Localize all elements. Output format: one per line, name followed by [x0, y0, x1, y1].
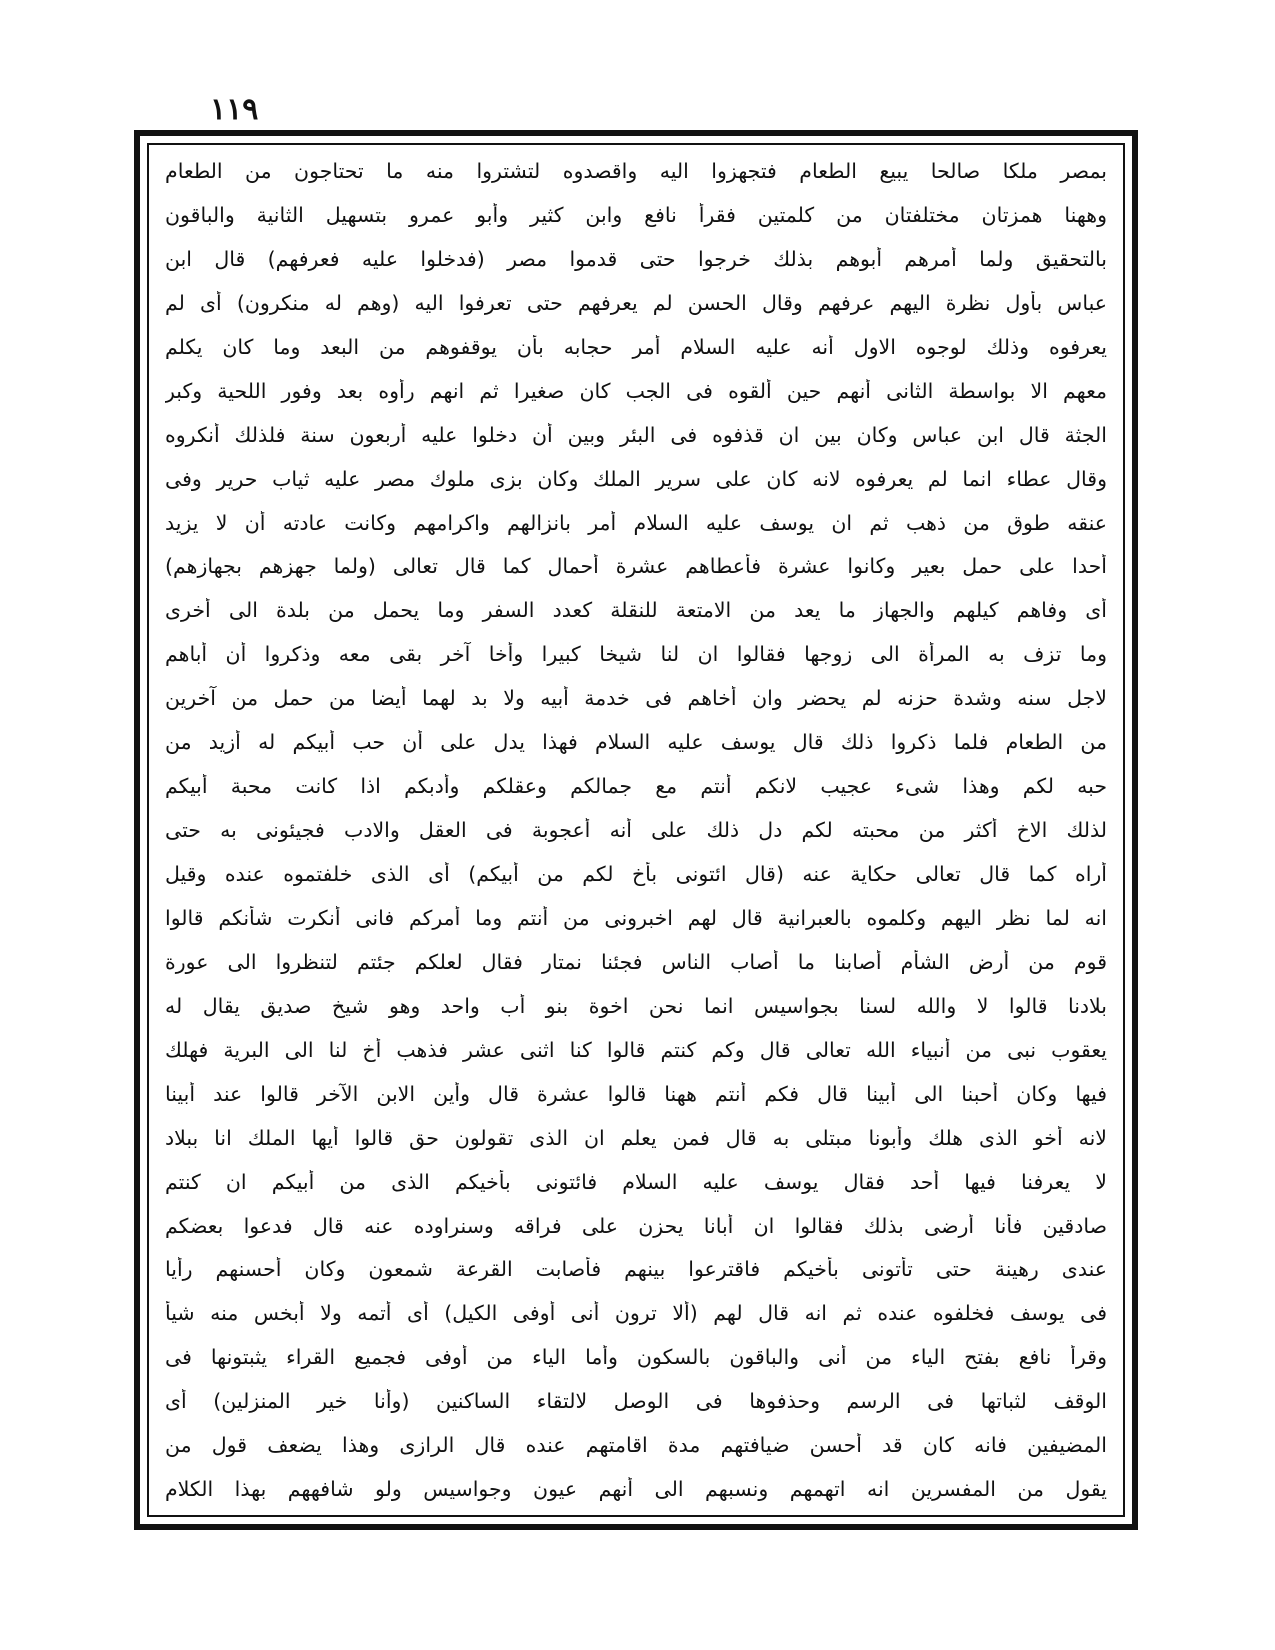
text-line: الوقف لثباتها فى الرسم وحذفوها فى الوصل لالتقاء الساكنين (وأنا خير المنزلين) أى: [165, 1389, 1107, 1414]
text-line: لانه أخو الذى هلك وأبونا مبتلى به قال فمن يعلم ان الذى تقولون حق قالوا أيها الملك انا ببلاد: [165, 1125, 1107, 1150]
page-border: [134, 130, 1138, 1530]
text-line: وما تزف به المرأة الى زوجها فقالوا ان لنا شيخا كبيرا وأخا آخر بقى معه وذكروا أن أباهم: [165, 642, 1107, 667]
text-line: لا يعرفنا فيها أحد فقال يوسف عليه السلام فائتونى بأخيكم الذى من أبيكم ان كنتم: [165, 1169, 1107, 1194]
text-line: لذلك الاخ أكثر من محبته لكم دل ذلك على أنه أعجوبة فى العقل والادب فجيئونى به حتى: [165, 818, 1107, 843]
text-line: انه لما نظر اليهم وكلموه بالعبرانية قال لهم اخبرونى من أنتم وما أمركم فانى أنكرت شأنكم قالوا: [165, 905, 1107, 930]
text-line: وههنا همزتان مختلفتان من كلمتين فقرأ نافع وابن كثير وأبو عمرو بتسهيل الثانية والباقون: [165, 202, 1107, 227]
text-line: وقرأ نافع بفتح الياء من أنى والباقون بالسكون وأما الياء من أوفى فجميع القراء يثبتونها فى: [165, 1345, 1107, 1370]
text-line: عنقه طوق من ذهب ثم ان يوسف عليه السلام أمر بانزالهم واكرامهم وكانت عادته أن لا يزيد: [165, 510, 1107, 535]
text-line: عندى رهينة حتى تأتونى بأخيكم فاقترعوا بينهم فأصابت القرعة شمعون وكان أحسنهم رأيا: [165, 1257, 1107, 1282]
text-line: أحدا على حمل بعير وكانوا عشرة فأعطاهم عشرة أحمال كما قال تعالى (ولما جهزهم بجهازهم): [165, 554, 1107, 579]
text-line: يعقوب نبى من أنبياء الله تعالى قال وكم كنتم قالوا كنا اثنى عشر فذهب أخ لنا الى البرية فهلك: [165, 1037, 1107, 1062]
text-body: [165, 159, 1107, 1503]
text-line: من الطعام فلما ذكروا ذلك قال يوسف عليه السلام فهذا يدل على أن حب أبيكم له أزيد من: [165, 730, 1107, 755]
text-line: الجثة قال ابن عباس وكان بين ان قذفوه فى البئر وبين أن دخلوا عليه أربعون سنة فلذلك أنكروه: [165, 422, 1107, 447]
text-line: يعرفوه وذلك لوجوه الاول أنه عليه السلام أمر حجابه بأن يوقفوهم من البعد وما كان يكلم: [165, 334, 1107, 359]
text-line: بلادنا قالوا لا والله لسنا بجواسيس انما نحن اخوة بنو أب واحد وهو شيخ صديق يقال له: [165, 993, 1107, 1018]
text-line: بمصر ملكا صالحا يبيع الطعام فتجهزوا اليه واقصدوه لتشتروا منه ما تحتاجون من الطعام: [165, 159, 1107, 183]
text-line: فى يوسف فخلفوه عنده ثم انه قال لهم (ألا ترون أنى أوفى الكيل) أى أتمه ولا أبخس منه شيأ: [165, 1301, 1107, 1326]
text-line: فيها وكان أحبنا الى أبينا قال فكم أنتم ههنا قالوا عشرة قال وأين الابن الآخر قالوا عند أبينا: [165, 1081, 1107, 1106]
text-line: عباس بأول نظرة اليهم عرفهم وقال الحسن لم يعرفهم حتى تعرفوا اليه (وهم له منكرون) أى لم: [165, 290, 1107, 315]
text-line: قوم من أرض الشأم أصابنا ما أصاب الناس فجئنا نمتار فقال لعلكم جئتم لتنظروا الى عورة: [165, 949, 1107, 974]
text-line: أراه كما قال تعالى حكاية عنه (قال ائتونى بأخ لكم من أبيكم) أى الذى خلفتموه عنده وقيل: [165, 862, 1107, 886]
text-line: يقول من المفسرين انه اتهمهم ونسبهم الى أنهم عيون وجواسيس ولو شافههم بهذا الكلام: [165, 1477, 1107, 1502]
page-number: ١١٩: [210, 92, 259, 127]
text-line: صادقين فأنا أرضى بذلك فقالوا ان أبانا يحزن على فراقه وسنراوده عنه قال فدعوا بعضكم: [165, 1213, 1107, 1238]
text-line: معهم الا بواسطة الثانى أنهم حين ألقوه فى الجب كان صغيرا ثم انهم رأوه بعد وفور اللحية وكبر: [165, 378, 1107, 403]
text-line: وقال عطاء انما لم يعرفوه لانه كان على سرير الملك وكان بزى ملوك مصر عليه ثياب حرير وفى: [165, 466, 1107, 491]
text-line: أى وفاهم كيلهم والجهاز ما يعد من الامتعة للنقلة كعدد السفر وما يحمل من بلدة الى أخرى: [165, 598, 1107, 623]
page-border-inner: [147, 143, 1125, 1517]
text-line: المضيفين فانه كان قد أحسن ضيافتهم مدة اقامتهم عنده قال الرازى وهذا يضعف قول من: [165, 1433, 1107, 1458]
text-line: بالتحقيق ولما أمرهم أبوهم بذلك خرجوا حتى قدموا مصر (فدخلوا عليه فعرفهم) قال ابن: [165, 246, 1107, 271]
text-line: لاجل سنه وشدة حزنه لم يحضر وان أخاهم فى خدمة أبيه ولا بد لهما أيضا من حمل من آخرين: [165, 686, 1107, 711]
text-line: حبه لكم وهذا شىء عجيب لانكم أنتم مع جمالكم وعقلكم وأدبكم اذا كانت محبة أبيكم: [165, 774, 1107, 799]
